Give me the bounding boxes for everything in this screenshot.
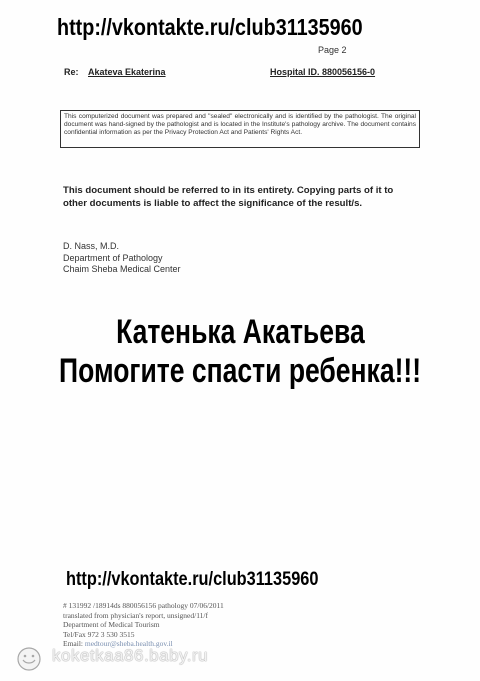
- footer-line-2: translated from physician's report, unsigned/11/f: [63, 610, 208, 620]
- bottom-url: http://vkontakte.ru/club31135960: [66, 569, 319, 590]
- document-warning: This document should be referred to in its entirety. Copying parts of it to other documents is liable to affect the significance of the result/s.: [63, 185, 394, 209]
- signature-center: Chaim Sheba Medical Center: [63, 264, 181, 274]
- footer-line-4: Tel/Fax 972 3 530 3515: [63, 629, 135, 639]
- footer-email: medtour@sheba.health.gov.il: [84, 639, 173, 648]
- signature-block: [63, 241, 181, 276]
- headline-line-1: Катенька Акатьева: [115, 313, 365, 351]
- top-url: http://vkontakte.ru/club31135960: [57, 14, 363, 40]
- patient-name: Akateva Ekaterina: [88, 67, 166, 77]
- footer-email-label: Email:: [63, 639, 83, 648]
- hospital-id: Hospital ID. 880056156-0: [270, 67, 376, 77]
- patient-header: [64, 67, 424, 81]
- watermark-text: koketkaa86.baby.ru: [52, 646, 209, 665]
- signature-department: Department of Pathology: [63, 252, 163, 263]
- headline-line-2: Помогите спасти ребенка!!!: [58, 352, 422, 390]
- page-number: Page 2: [318, 45, 347, 55]
- re-label: Re:: [64, 67, 79, 77]
- footer-line-1: # 131992 /18914ds 880056156 pathology 07/06/2011: [63, 601, 224, 610]
- document-footer: [63, 601, 224, 649]
- signature-name: D. Nass, M.D.: [63, 241, 120, 251]
- watermark-logo-icon: [14, 646, 44, 672]
- confidentiality-notice: This computerized document was prepared and "sealed" electronically and is identified by the pathologist. The original document was hand-signed by the pathologist and is located in the Institute's pathology archive. The document contains confidential information as per the Privacy Protection Act and Patients' Rights Act.: [60, 110, 420, 148]
- footer-line-3: Department of Medical Tourism: [63, 620, 160, 629]
- watermark: [8, 644, 328, 674]
